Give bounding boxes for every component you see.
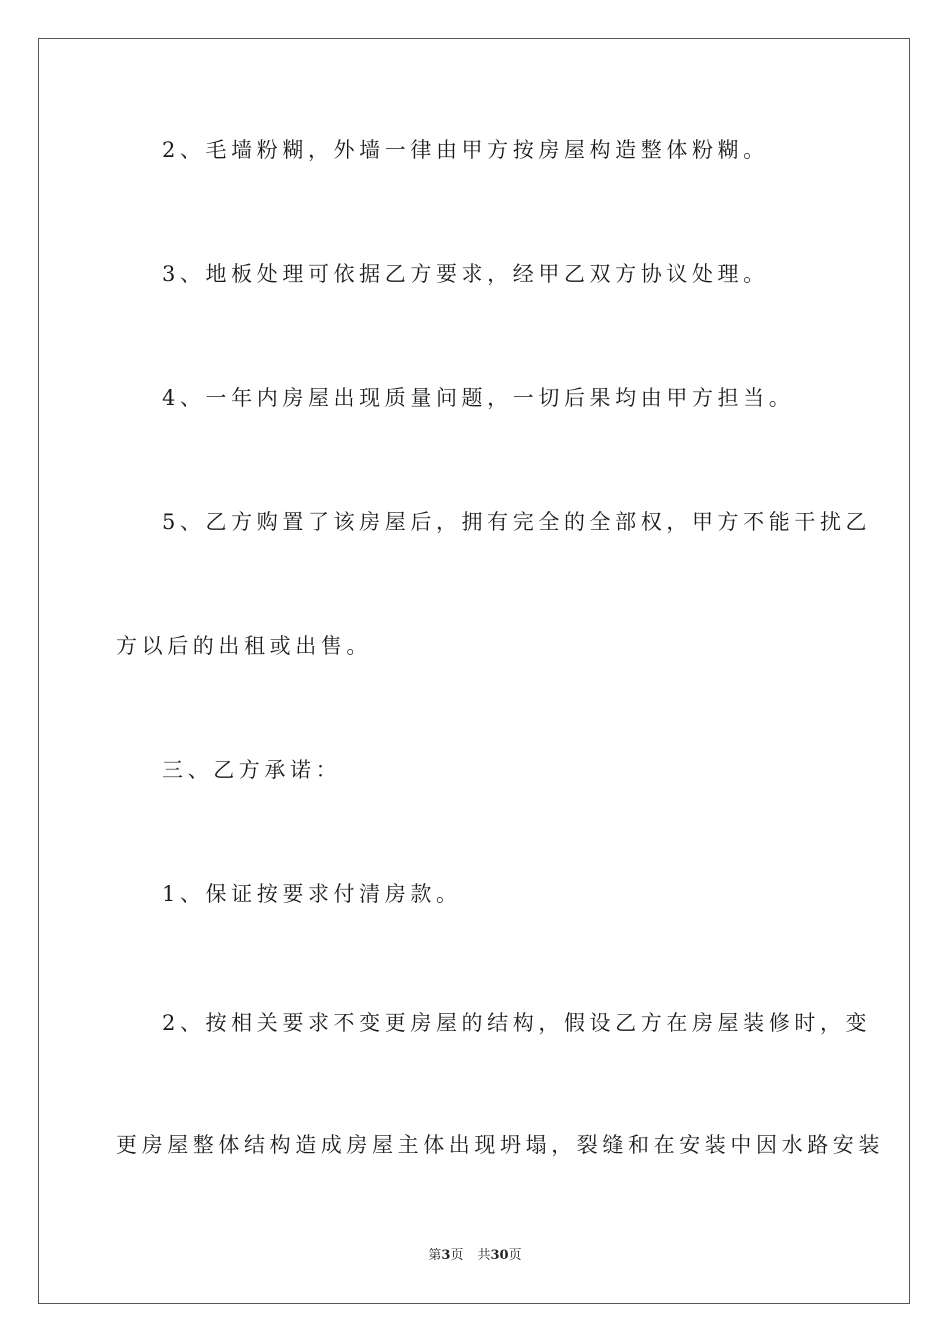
paragraph-line: 更房屋整体结构造成房屋主体出现坍塌，裂缝和在安装中因水路安装: [116, 1133, 884, 1157]
page-number: 3: [441, 1248, 451, 1263]
paragraph-line: 2、毛墙粉糊，外墙一律由甲方按房屋构造整体粉糊。: [162, 138, 769, 162]
page-label-prefix: 第: [428, 1248, 442, 1263]
paragraph-line: 1、保证按要求付清房款。: [162, 882, 462, 906]
page-footer: [0, 1247, 950, 1265]
total-label-prefix: 共: [477, 1248, 491, 1263]
total-label-suffix: 页: [508, 1248, 522, 1263]
paragraph-line: 方以后的出租或出售。: [116, 634, 372, 658]
paragraph-line: 4、一年内房屋出现质量问题，一切后果均由甲方担当。: [162, 386, 795, 410]
page-border: [38, 38, 910, 1304]
page-label-suffix: 页: [450, 1248, 464, 1263]
paragraph-line: 2、按相关要求不变更房屋的结构，假设乙方在房屋装修时，变: [162, 1011, 872, 1035]
paragraph-line: 5、乙方购置了该房屋后，拥有完全的全部权，甲方不能干扰乙: [162, 510, 872, 534]
section-heading: 三、乙方承诺：: [162, 758, 342, 782]
paragraph-line: 3、地板处理可依据乙方要求，经甲乙双方协议处理。: [162, 262, 769, 286]
total-pages: 30: [490, 1248, 509, 1263]
